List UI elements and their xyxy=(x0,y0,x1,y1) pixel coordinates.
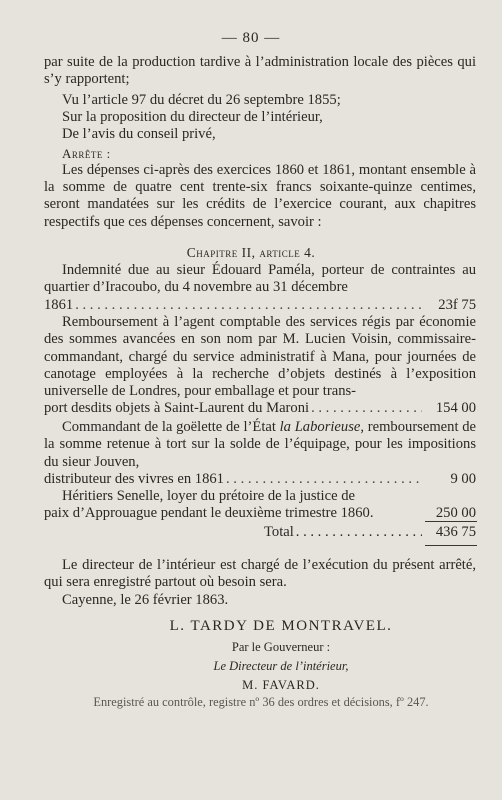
leader-dots xyxy=(296,524,422,541)
arrete-heading: Arrête : xyxy=(62,146,111,161)
intro-continuation: par suite de la production tardive à l’administration locale des pièces qui s’y rapportent; xyxy=(44,54,476,88)
depenses-paragraph: Les dépenses ci-après des exercices 1860 et 1861, montant ensemble à la somme de quatre cent trente-six francs soixante-quinze centimes, seront mandatées sur les crédits de l’exercice courant, aux chapitres respectifs que ces dépenses concernent, savoir : xyxy=(44,162,476,230)
leader-dots xyxy=(226,471,422,488)
entry-last-line xyxy=(44,297,476,314)
total-rule xyxy=(425,545,477,546)
entry-last-text: port desdits objets à Saint-Laurent du Maroni xyxy=(44,400,310,417)
entry-last-line xyxy=(44,400,476,417)
ship-name: la Laborieuse xyxy=(279,419,361,435)
entry-amount: 23f 75 xyxy=(438,296,476,313)
vu-clause: Vu l’article 97 du décret du 26 septembre 1855; xyxy=(62,92,341,108)
director-name: M. FAVARD. xyxy=(242,678,320,692)
registration-footer: Enregistré au contrôle, registre nº 36 des ordres et décisions, fº 247. xyxy=(93,695,429,709)
entry-text: Héritiers Senelle, loyer du prétoire de la justice de xyxy=(62,488,355,504)
total-line xyxy=(264,524,476,541)
total-amount: 436 75 xyxy=(435,524,476,540)
entry-last-line xyxy=(44,505,476,522)
entry-text: Remboursement à l’agent comptable des services régis par économie des sommes avancées en son nom par M. Lucien Voisin, commissaire-commandant, chargé du service administratif à Mana, pour journées de canotage employées à la recherche d’objets destinés à l’exposition universelle de Londres, pour emballage et pour trans- xyxy=(44,314,476,400)
expense-entry xyxy=(44,314,476,418)
entry-last-text: 1861 xyxy=(44,296,74,313)
signatory: L. TARDY DE MONTRAVEL. xyxy=(169,618,393,634)
entry-last-text: paix d’Approuague pendant le deuxième trimestre 1860. xyxy=(44,505,374,522)
closing-paragraph: Le directeur de l’intérieur est chargé de l’exécution du présent arrêté, qui sera enregistré partout où besoin sera. xyxy=(44,557,476,591)
expense-entry xyxy=(44,419,476,488)
place-date: Cayenne, le 26 février 1863. xyxy=(62,592,229,608)
leader-dots xyxy=(75,297,422,314)
entry-text: Commandant de la goëlette de l’État la Laborieuse, remboursement de la somme retenue à tort sur la solde de l’équipage, pour les impositions du sieur Jouven, xyxy=(44,419,477,470)
expense-entry xyxy=(44,262,476,314)
entry-last-line xyxy=(44,471,476,488)
sur-clause: Sur la proposition du directeur de l’intérieur, xyxy=(62,109,323,125)
leader-dots xyxy=(311,400,422,417)
de-clause: De l’avis du conseil privé, xyxy=(62,126,216,142)
par-le-gouverneur: Par le Gouverneur : xyxy=(231,640,331,654)
entry-amount: 154 00 xyxy=(435,400,476,417)
director-title: Le Directeur de l’intérieur, xyxy=(213,659,349,673)
total-label: Total xyxy=(264,524,294,540)
entry-amount: 250 00 xyxy=(435,505,476,522)
page-number: — 80 — xyxy=(221,30,281,46)
sum-rule xyxy=(425,521,477,522)
entry-text: Indemnité due au sieur Édouard Paméla, porteur de contraintes au quartier d’Iracoubo, du 4 novembre au 31 décembre xyxy=(44,262,476,296)
entry-last-text: distributeur des vivres en 1861 xyxy=(44,470,224,487)
expense-entry xyxy=(44,488,476,523)
entry-amount: 9 00 xyxy=(450,470,476,487)
chapter-heading: Chapitre II, article 4. xyxy=(186,245,316,260)
